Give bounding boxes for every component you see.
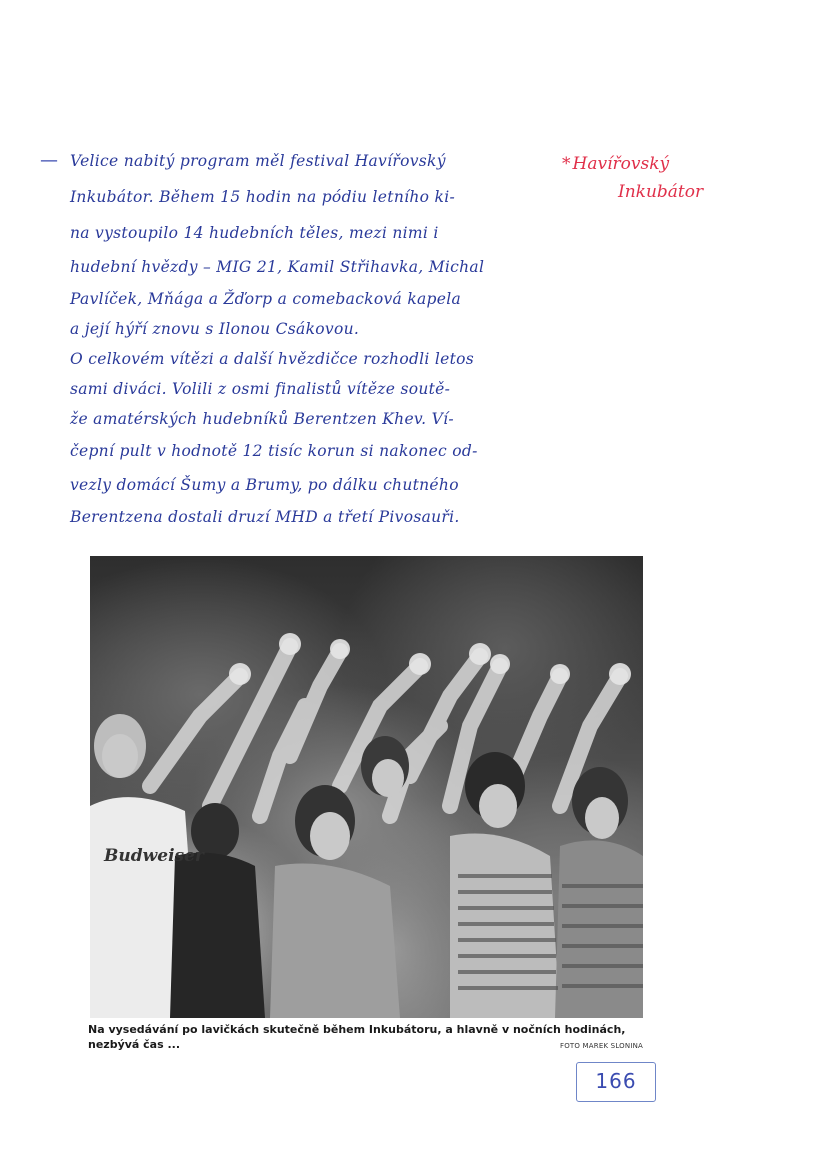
handwritten-line: Berentzena dostali druzí MHD a třetí Pivosauři. <box>70 508 460 526</box>
asterisk-mark: * <box>562 154 571 174</box>
handwritten-line: Inkubátor. Během 15 hodin na pódiu letního ki- <box>70 188 455 206</box>
handwritten-line: Velice nabitý program měl festival Havířovský <box>70 152 446 170</box>
handwritten-line: a její hýří znovu s Ilonou Csákovou. <box>70 320 360 338</box>
handwritten-line: vezly domácí Šumy a Brumy, po dálku chutného <box>70 476 459 494</box>
concert-crowd-photo <box>90 556 643 1018</box>
handwritten-line: čepní pult v hodnotě 12 tisíc korun si nakonec od- <box>70 442 478 460</box>
handwritten-line: sami diváci. Volili z osmi finalistů vítěze soutě- <box>70 380 451 398</box>
handwritten-line: hudební hvězdy – MIG 21, Kamil Střihavka, Michal <box>70 258 485 276</box>
handwritten-line: že amatérských hudebníků Berentzen Khev. Ví- <box>70 410 454 428</box>
photo-credit: FOTO MAREK SLONINA <box>560 1042 644 1050</box>
handwritten-line: Pavlíček, Mňága a Žďorp a comebacková kapela <box>70 290 462 308</box>
handwritten-line: na vystoupilo 14 hudebních těles, mezi nimi i <box>70 224 439 242</box>
margin-note-line: Inkubátor <box>618 182 704 202</box>
margin-note <box>562 150 742 206</box>
shirt-logo-text: Budweiser <box>104 846 204 866</box>
handwritten-line: O celkovém vítězi a další hvězdičce rozhodli letos <box>70 350 475 368</box>
page-number: 166 <box>595 1069 637 1093</box>
photo-caption: Na vysedávání po lavičkách skutečně během Inkubátoru, a hlavně v nočních hodinách, nezbývá čas ... <box>88 1023 626 1051</box>
page-number-box <box>576 1062 656 1102</box>
crowd-silhouettes <box>90 556 643 1018</box>
margin-dash: — <box>40 150 58 171</box>
margin-note-line: Havířovský <box>572 154 670 174</box>
